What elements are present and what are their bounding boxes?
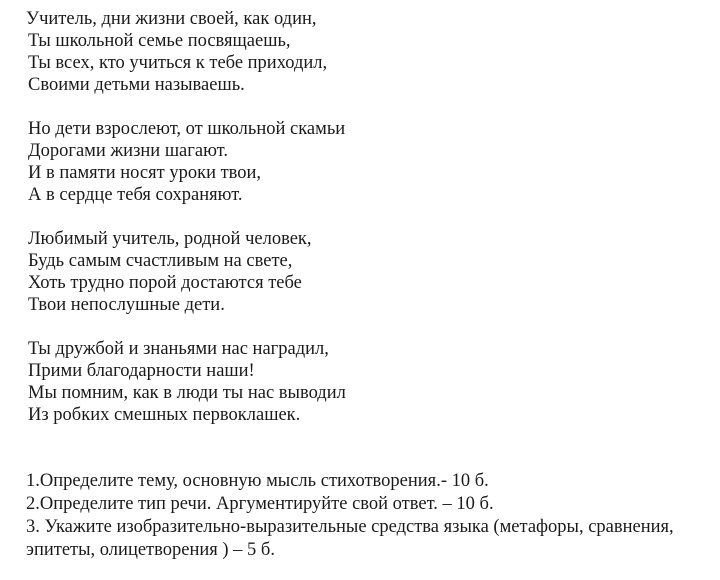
poem-line: Своими детьми называешь. — [28, 75, 245, 95]
poem-line: Ты дружбой и знаньями нас наградил, — [28, 339, 329, 359]
task-item-3: 3. Укажите изобразительно-выразительные средства языка (метафоры, сравнения, — [26, 517, 674, 537]
poem-line: Учитель, дни жизни своей, как один, — [26, 9, 317, 29]
poem-line: Но дети взрослеют, от школьной скамьи — [28, 119, 346, 139]
poem-stanza-4 — [28, 338, 346, 426]
poem-line: Хоть трудно порой достаются тебе — [28, 273, 302, 293]
poem-line: Твои непослушные дети. — [28, 295, 225, 315]
poem-stanza-2 — [28, 118, 345, 206]
task-item-2: 2.Определите тип речи. Аргументируйте свой ответ. – 10 б. — [26, 494, 494, 514]
poem-line: Ты всех, кто учиться к тебе приходил, — [28, 53, 328, 73]
task-item-1: 1.Определите тему, основную мысль стихотворения.- 10 б. — [26, 471, 489, 491]
poem-line: Дорогами жизни шагают. — [28, 141, 228, 161]
poem-line: Мы помним, как в люди ты нас выводил — [28, 383, 346, 403]
poem-line: Ты школьной семье посвящаешь, — [28, 31, 291, 51]
poem-stanza-3 — [28, 228, 312, 316]
task-item-3-continued: эпитеты, олицетворения ) – 5 б. — [26, 540, 275, 560]
poem-line: А в сердце тебя сохраняют. — [28, 185, 243, 205]
poem-line: Из робких смешных первоклашек. — [28, 405, 301, 425]
poem-line: Любимый учитель, родной человек, — [28, 229, 312, 249]
poem-line: Прими благодарности наши! — [28, 361, 255, 381]
poem-stanza-1 — [28, 8, 327, 96]
poem-line: И в памяти носят уроки твои, — [28, 163, 262, 183]
poem-line: Будь самым счастливым на свете, — [28, 251, 293, 271]
assignment-tasks — [26, 470, 720, 562]
